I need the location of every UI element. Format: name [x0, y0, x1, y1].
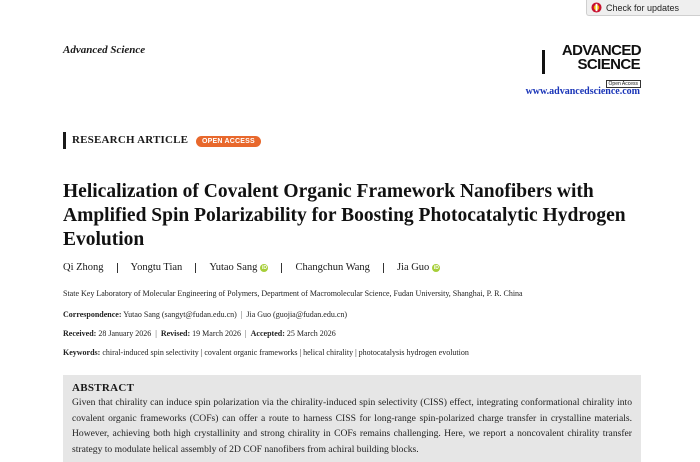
- article-title: Helicalization of Covalent Organic Framework Nanofibers with Amplified Spin Polarizability for Boosting Photocatalytic Hydrogen Evolution: [63, 181, 626, 250]
- article-type-bar: [63, 132, 66, 149]
- journal-url-link[interactable]: www.advancedscience.com: [525, 86, 640, 97]
- logo-line1: ADVANCED: [561, 42, 641, 59]
- logo-line2: SCIENCE: [577, 56, 640, 73]
- author-name: Changchun Wang: [295, 262, 370, 273]
- received-label: Received:: [63, 329, 97, 338]
- author-list: [63, 262, 440, 273]
- crossmark-icon: [591, 2, 602, 13]
- separator: |: [240, 310, 243, 319]
- accepted-label: Accepted:: [250, 329, 285, 338]
- author-name: Yongtu Tian: [130, 262, 183, 273]
- orcid-icon[interactable]: iD: [261, 264, 267, 271]
- author-yutao-sang[interactable]: [209, 262, 268, 273]
- author-name: Qi Zhong: [63, 262, 104, 273]
- check-for-updates-label: Check for updates: [606, 2, 680, 13]
- correspondence-author-2[interactable]: Jia Guo (guojia@fudan.edu.cn): [246, 310, 348, 319]
- separator: |: [155, 329, 157, 338]
- journal-logo: [541, 44, 641, 90]
- journal-name: Advanced Science: [63, 44, 146, 56]
- correspondence-author-1[interactable]: Yutao Sang (sangyt@fudan.edu.cn): [123, 310, 237, 319]
- revised-label: Revised:: [160, 329, 191, 338]
- abstract-heading: ABSTRACT: [72, 382, 135, 394]
- article-type: RESEARCH ARTICLE: [72, 134, 189, 146]
- author-jia-guo[interactable]: [397, 262, 440, 273]
- keywords: [63, 348, 469, 357]
- orcid-icon[interactable]: iD: [433, 264, 439, 271]
- logo-open-access: Open Access: [606, 80, 641, 88]
- author-separator: [195, 263, 196, 273]
- article-dates: [63, 329, 336, 338]
- keywords-label: Keywords:: [63, 348, 101, 357]
- keywords-list: chiral-induced spin selectivity | covalent organic frameworks | helical chirality | photocatalysis hydrogen evolution: [102, 348, 469, 357]
- author-separator: [117, 263, 118, 273]
- accepted-date: 25 March 2026: [286, 329, 336, 338]
- affiliation: State Key Laboratory of Molecular Engineering of Polymers, Department of Macromolecular Science, Fudan University, Shanghai, P. R. China: [63, 289, 523, 298]
- author-name: Jia Guo: [396, 262, 430, 273]
- revised-date: 19 March 2026: [192, 329, 242, 338]
- open-access-badge: OPEN ACCESS: [196, 136, 261, 147]
- author-separator: [383, 263, 384, 273]
- separator: |: [245, 329, 247, 338]
- author-separator: [281, 263, 282, 273]
- author-qi-zhong[interactable]: [63, 262, 104, 273]
- correspondence-label: Correspondence:: [63, 310, 122, 319]
- received-date: 28 January 2026: [98, 329, 152, 338]
- check-for-updates-badge[interactable]: [586, 0, 700, 16]
- author-name: Yutao Sang: [209, 262, 258, 273]
- correspondence: [63, 310, 347, 319]
- abstract-text: Given that chirality can induce spin polarization via the chirality-induced spin selectivity (CISS) effect, integrating conformational chirality into covalent organic frameworks (COFs) can offer a route to harness CISS for long-range spin-polarized charge transfer in crystalline materials. However, achieving both high crystallinity and strong chirality in COFs remains challenging. Here, we report a noncovalent chirality transfer strategy to modulate helical assembly of 2D COF nanofibers from achiral building blocks.: [72, 397, 632, 455]
- author-changchun-wang[interactable]: [295, 262, 370, 273]
- author-yongtu-tian[interactable]: [131, 262, 183, 273]
- abstract-box: [63, 375, 641, 462]
